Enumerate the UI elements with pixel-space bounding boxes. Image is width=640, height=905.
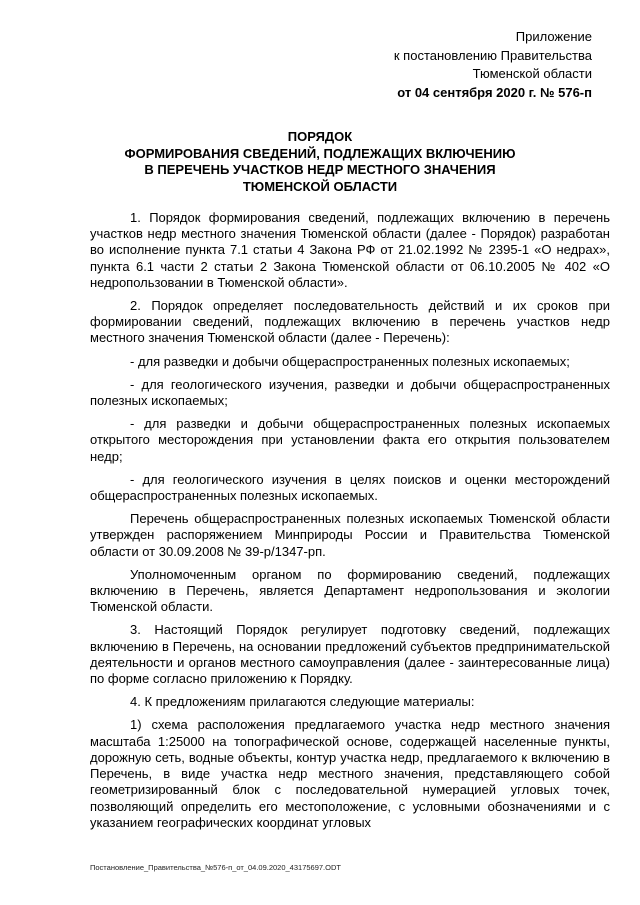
appendix-label: Приложение: [515, 29, 592, 44]
paragraph-2: 2. Порядок определяет последовательность действий и их сроков при формировании сведений, подлежащих включению в перечень участков недр местного значения Тюменской области (далее - Перечень):: [90, 298, 610, 346]
title-line: В ПЕРЕЧЕНЬ УЧАСТКОВ НЕДР МЕСТНОГО ЗНАЧЕНИЯ: [144, 162, 496, 177]
title-line: ФОРМИРОВАНИЯ СВЕДЕНИЙ, ПОДЛЕЖАЩИХ ВКЛЮЧЕНИЮ: [124, 145, 516, 161]
appendix-block: [292, 28, 592, 102]
list-item: - для геологического изучения, разведки и добычи общераспространенных полезных ископаемых;: [90, 376, 610, 409]
list-item: - для разведки и добычи общераспространенных полезных ископаемых открытого месторождения при установлении факта его открытия пользователем недр;: [90, 416, 610, 464]
paragraph-4-item-1: 1) схема расположения предлагаемого участка недр местного значения масштаба 1:25000 на топографической основе, содержащей населенные пункты, дорожную сеть, водные объекты, контур участка недр, предлагаемого к включению в Перечень, в виде участка недр местного значения, представляющего собой геометризированный блок с последовательной нумерацией угловых точек, позволяющий определить его местоположение, с условными обозначениями и с указанием географических координат угловых: [90, 717, 610, 830]
appendix-resolution: к постановлению Правительства: [393, 47, 592, 63]
document-title: [90, 129, 550, 195]
paragraph-authority: Уполномоченным органом по формированию сведений, подлежащих включению в Перечень, является Департамент недропользования и экологии Тюменской области.: [90, 566, 610, 615]
list-item: - для разведки и добычи общераспространенных полезных ископаемых;: [130, 353, 570, 369]
paragraph-list-reference: Перечень общераспространенных полезных ископаемых Тюменской области утвержден распоряжением Минприроды России и Правительства Тюменской области от 30.09.2008 № 39-р/1347-рп.: [90, 511, 610, 559]
paragraph-4: 4. К предложениям прилагаются следующие материалы:: [130, 694, 475, 710]
paragraph-3: 3. Настоящий Порядок регулирует подготовку сведений, подлежащих включению в Перечень, на основании предложений субъектов предпринимательской деятельности и органов местного самоуправления (далее - заинтересованные лица) по форме согласно приложению к Порядку.: [90, 622, 610, 687]
appendix-region: Тюменской области: [472, 66, 592, 81]
paragraph-1: 1. Порядок формирования сведений, подлежащих включению в перечень участков недр местного значения Тюменской области (далее - Порядок) разработан во исполнение пункта 7.1 статьи 4 Закона РФ от 21.02.1992 № 2395-1 «О недрах», пункта 6.1 части 2 статьи 2 Закона Тюменской области от 06.10.2005 № 402 «О недропользовании в Тюменской области».: [90, 210, 610, 290]
footer-filename: Постановление_Правительства_№576-п_от_04.09.2020_43175697.ODT: [90, 863, 341, 872]
list-item: - для геологического изучения в целях поисков и оценки месторождений общераспространенных полезных ископаемых.: [90, 471, 610, 504]
title-line: ПОРЯДОК: [287, 129, 353, 144]
title-line: ТЮМЕНСКОЙ ОБЛАСТИ: [242, 178, 398, 194]
document-body: [90, 210, 610, 838]
appendix-date-number: от 04 сентября 2020 г. № 576-п: [397, 84, 592, 100]
